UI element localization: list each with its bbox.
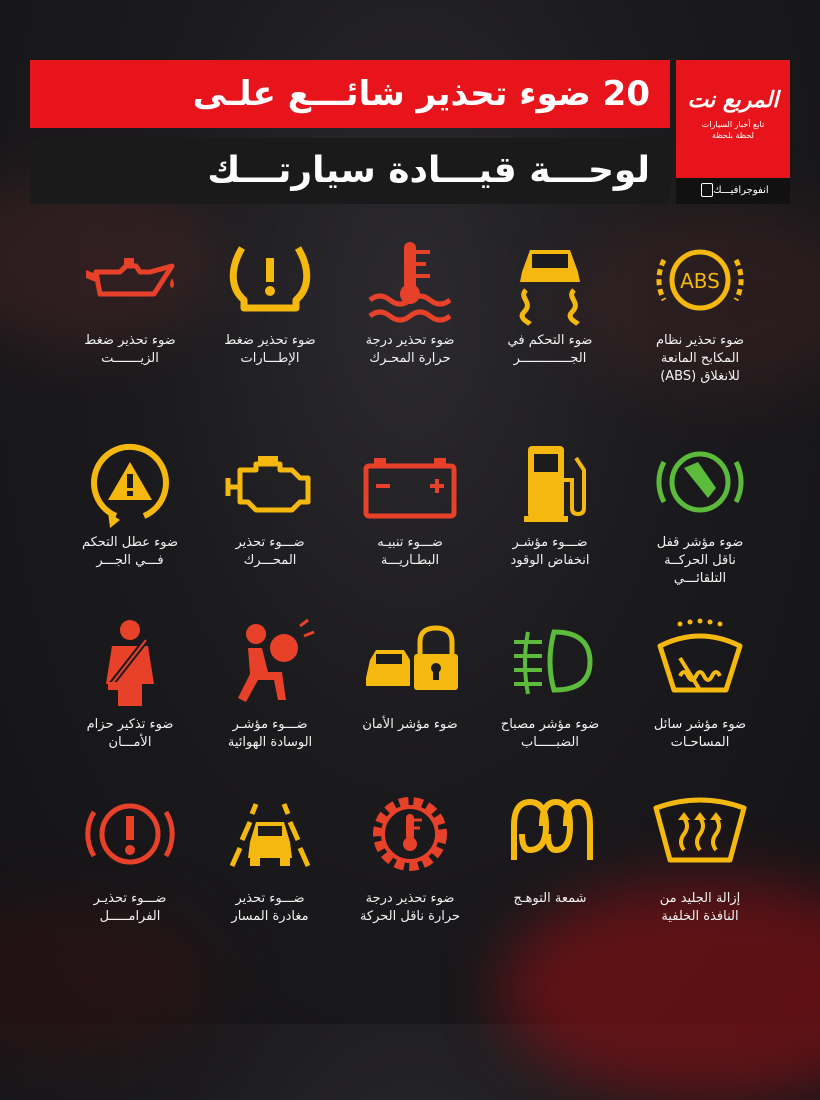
light-low-fuel xyxy=(480,440,620,610)
light-traction-control xyxy=(480,238,620,408)
traction-control-icon xyxy=(500,238,600,328)
transmission-park-icon xyxy=(650,440,750,530)
check-engine-icon xyxy=(220,440,320,530)
tire-pressure-icon xyxy=(220,238,320,328)
light-label: ضـــوء مؤشـر الوسادة الهوائية xyxy=(227,717,313,750)
glow-plug-icon xyxy=(500,790,600,880)
light-label: ضـــوء تنبيـه البطـاريـــة xyxy=(377,535,443,568)
light-tire-pressure xyxy=(200,238,340,408)
traction-off-icon xyxy=(80,440,180,530)
logo-name: المربع نت xyxy=(687,88,779,113)
light-seatbelt xyxy=(60,618,200,778)
seatbelt-icon xyxy=(80,618,180,708)
light-label: ضوء مؤشر قفل ناقل الحركــة التلقائـــي xyxy=(656,535,744,586)
light-label: ضوء تحذير ضغط الزيـــــــت xyxy=(84,333,176,366)
low-fuel-icon xyxy=(500,440,600,530)
security-icon xyxy=(360,618,460,708)
lane-departure-icon xyxy=(220,790,320,880)
svg-text:ABS: ABS xyxy=(680,269,720,293)
light-fog xyxy=(480,618,620,778)
light-label: ضوء تحذير نظام المكابح المانعة للانغلاق (ABS) xyxy=(655,333,745,384)
light-rear-defrost xyxy=(630,790,770,960)
battery-icon xyxy=(360,440,460,530)
title-line-1: 20 ضوء تحذير شائـــع علـى xyxy=(30,60,670,128)
light-label: شمعة التوهـج xyxy=(513,891,587,906)
abs-icon xyxy=(650,238,750,328)
light-label: ضـــوء مؤشـر انخفاض الوقود xyxy=(510,535,590,568)
light-label: إزالة الجليد من النافذة الخلفية xyxy=(659,891,741,924)
brake-warning-icon xyxy=(80,790,180,880)
logo-tagline: لحظة بلحظة xyxy=(712,131,754,140)
light-battery xyxy=(340,440,480,610)
rear-defrost-icon xyxy=(650,790,750,880)
light-lane-departure xyxy=(200,790,340,960)
light-transmission-temperature xyxy=(340,790,480,960)
light-label: ضوء تحذير درجة حرارة المحـرك xyxy=(365,333,455,366)
washer-fluid-icon xyxy=(650,618,750,708)
badge-label: انفوجرافيـــك xyxy=(713,185,769,196)
light-label: ضـــوء تحذير مغادرة المسار xyxy=(231,891,309,924)
title-line-2: لوحـــة قيـــادة سيارتـــك xyxy=(30,138,670,204)
light-label: ضوء تذكير حزام الأمـــان xyxy=(86,717,174,750)
oil-pressure-icon xyxy=(80,238,180,328)
light-label: ضوء مؤشر الأمان xyxy=(362,717,458,732)
light-transmission-park xyxy=(630,440,770,610)
light-label: ضوء مؤشر سائل المساحـات xyxy=(653,717,747,750)
light-security xyxy=(340,618,480,778)
light-abs xyxy=(630,238,770,408)
light-label: ضـــوء تحذيـر الفرامـــــل xyxy=(93,891,167,924)
light-label: ضوء تحذير درجة حرارة ناقل الحركة xyxy=(359,891,461,924)
airbag-icon xyxy=(220,618,320,708)
light-label: ضوء مؤشر مصباح الضبـــــاب xyxy=(500,717,600,750)
light-airbag xyxy=(200,618,340,778)
light-label: ضوء عطل التحكم فـــي الجـــر xyxy=(81,535,179,568)
coolant-temperature-icon xyxy=(360,238,460,328)
light-label: ضوء تحذير ضغط الإطـــارات xyxy=(224,333,316,366)
light-brake-warning xyxy=(60,790,200,960)
light-glow-plug xyxy=(480,790,620,960)
light-label: ضـــوء تحذير المحـــرك xyxy=(235,535,305,568)
light-label: ضوء التحكم في الجـــــــــــــر xyxy=(507,333,593,366)
transmission-temperature-icon xyxy=(360,790,460,880)
light-washer-fluid xyxy=(630,618,770,778)
fog-light-icon xyxy=(500,618,600,708)
light-traction-off xyxy=(60,440,200,610)
logo-tagline: تابع أخبار السيارات xyxy=(701,120,765,129)
light-oil-pressure xyxy=(60,238,200,408)
light-check-engine xyxy=(200,440,340,610)
light-coolant-temperature xyxy=(340,238,480,408)
